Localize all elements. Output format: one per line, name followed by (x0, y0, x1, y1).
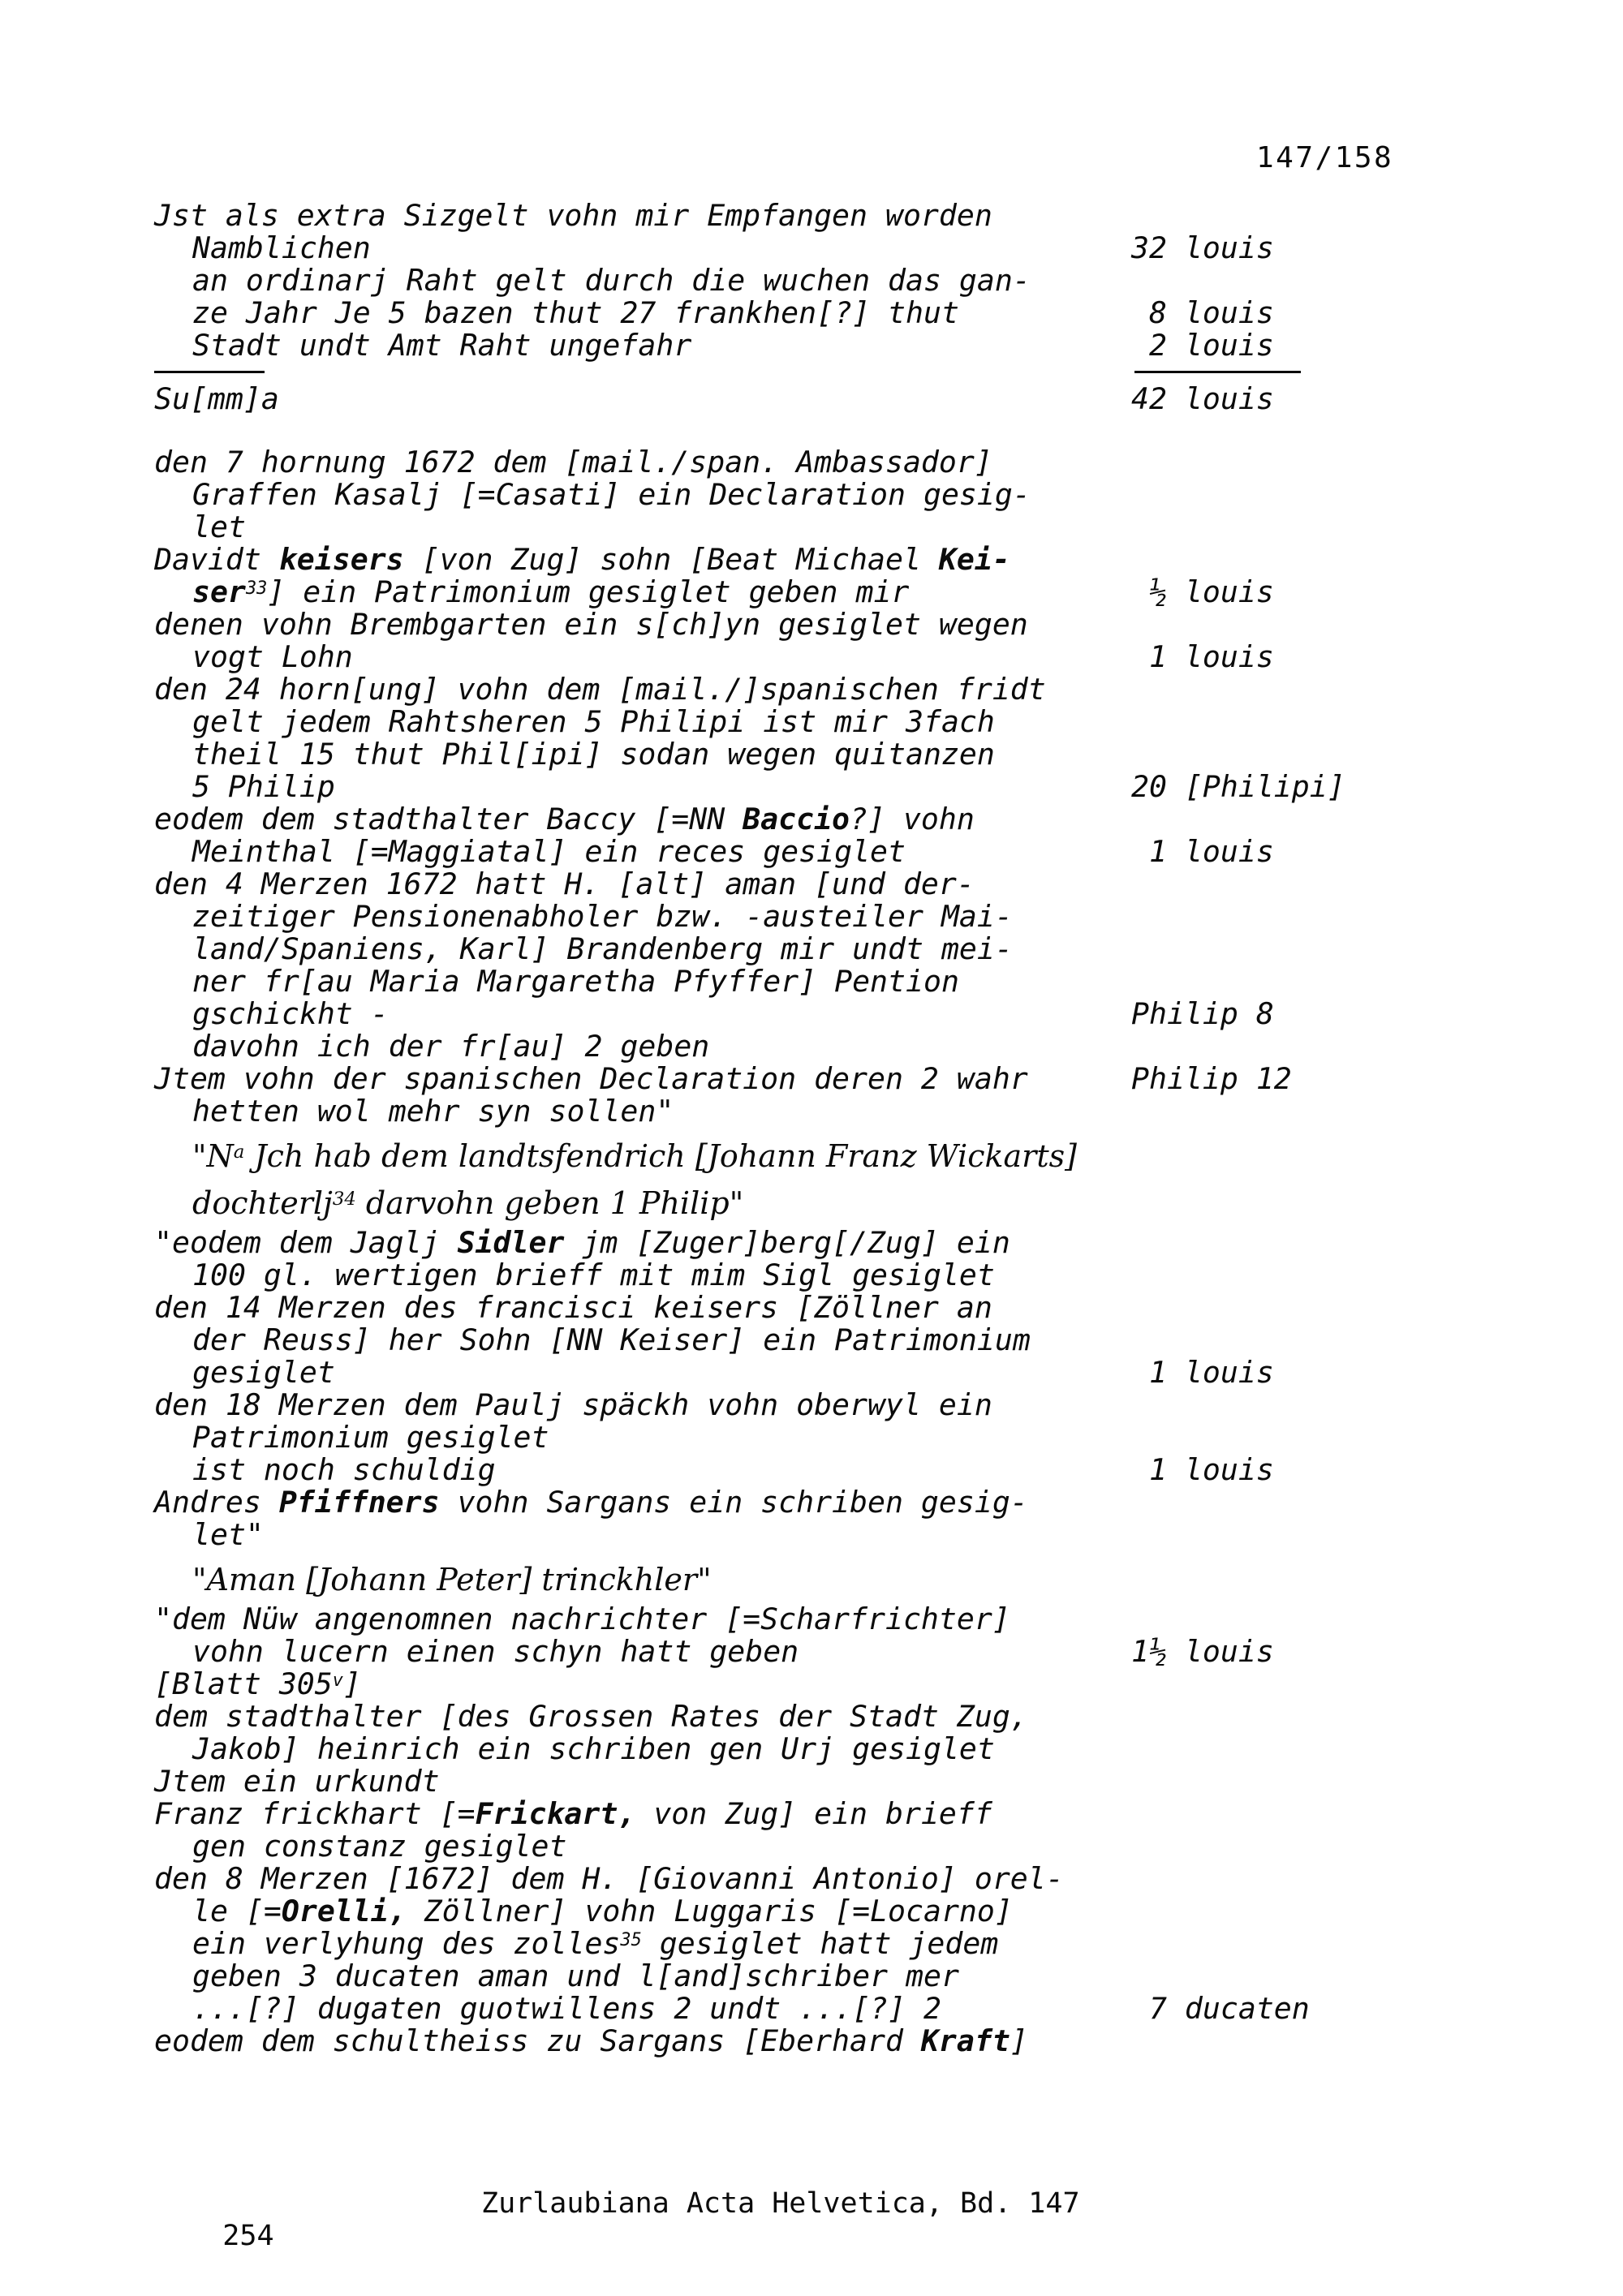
text-line (154, 1603, 1485, 1636)
text-line (154, 673, 1485, 706)
text-line (154, 1486, 1485, 1519)
line-text (192, 1562, 712, 1597)
emphasized-name: Baccio (743, 802, 850, 836)
superscript-note: 35 (620, 1929, 642, 1950)
text-segment: gesiglet (192, 1355, 335, 1390)
line-text (154, 1061, 1028, 1096)
text-line (154, 446, 1485, 479)
text-segment: Su[mm]a (154, 381, 279, 416)
text-segment: let (192, 510, 246, 544)
text-line (154, 329, 1485, 362)
text-line (154, 771, 1485, 803)
footer-page-number: 254 (222, 2220, 274, 2252)
text-segment: "dem Nüw angenomnen nachrichter [=Scharfrichter] (154, 1602, 1010, 1636)
line-text (154, 866, 975, 901)
text-segment: von Zug] ein brieff (635, 1796, 992, 1831)
line-text (154, 2023, 1028, 2058)
text-segment: vohn Sargans ein schriben gesig- (439, 1485, 1028, 1520)
text-line (154, 803, 1485, 836)
text-line (154, 383, 1485, 415)
amount-value: 1 louis (1131, 834, 1274, 869)
text-segment: Jtem vohn der spanischen Declaration deren 2 wahr (154, 1061, 1028, 1096)
text-segment: ist noch schuldig (192, 1452, 496, 1487)
amount-value: 1 louis (1131, 1355, 1274, 1390)
line-text (192, 1731, 995, 1766)
paragraph-gap (154, 415, 1485, 446)
line-text (192, 1958, 959, 1993)
text-line (154, 1830, 1485, 1863)
line-text (192, 1829, 566, 1864)
text-line (154, 1259, 1485, 1292)
text-line (154, 1421, 1485, 1454)
text-segment: ner fr[au Maria Margaretha Pfyffer] Pention (192, 964, 959, 999)
line-text (154, 1764, 440, 1799)
emphasized-name: Kraft (920, 2023, 1010, 2058)
text-line (154, 232, 1485, 264)
text-line (154, 264, 1485, 297)
sum-rule-right (1134, 371, 1301, 373)
text-segment: Jst als extra Sizgelt vohn mir Empfangen worden (154, 198, 992, 233)
text-line (154, 1798, 1485, 1830)
text-line (154, 933, 1485, 965)
emphasized-name: Frickart, (475, 1796, 636, 1831)
amount-value: 2 louis (1131, 328, 1274, 363)
superscript-note: a (233, 1142, 245, 1163)
line-text (192, 931, 1013, 966)
line-text (154, 1290, 992, 1325)
text-segment: "N (192, 1138, 234, 1174)
line-text (192, 230, 371, 265)
line-text (154, 1387, 992, 1422)
text-line (154, 1928, 1485, 1960)
text-segment: den 18 Merzen dem Paulj späckh vohn oberwyl ein (154, 1387, 992, 1422)
text-segment: gesiglet hatt jedem (641, 1926, 999, 1961)
amount-value: 20 [Philipi] (1131, 769, 1345, 804)
text-segment: hetten wol mehr syn sollen" (192, 1094, 674, 1129)
text-segment: Zöllner] vohn Luggaris [=Locarno] (406, 1894, 1013, 1928)
amount-value: Philip 8 (1131, 996, 1274, 1031)
text-segment: ?] vohn (850, 802, 975, 836)
text-line (154, 1095, 1485, 1128)
text-segment: ] (1010, 2023, 1028, 2058)
text-line (154, 200, 1485, 232)
line-text (192, 263, 1031, 298)
line-text (154, 381, 279, 416)
line-text (192, 639, 353, 674)
text-line (154, 1227, 1485, 1259)
amount-value: 1 louis (1131, 1452, 1274, 1487)
text-segment: [von Zug] sohn [Beat Michael (403, 542, 939, 577)
text-segment: den 14 Merzen des francisci keisers [Zöllner an (154, 1290, 992, 1325)
line-text (192, 1185, 743, 1221)
text-segment: Jakob] heinrich ein schriben gen Urj gesiglet (192, 1731, 995, 1766)
line-text (192, 996, 389, 1031)
emphasized-name: Orelli, (281, 1894, 407, 1928)
line-text (154, 802, 975, 836)
emphasized-name: Pfiffners (278, 1485, 440, 1520)
text-line (154, 738, 1485, 771)
line-text (192, 477, 1031, 512)
text-segment: den 7 hornung 1672 dem [mail./span. Ambassador] (154, 445, 992, 479)
text-line (154, 511, 1485, 544)
superscript-note: v (332, 1670, 343, 1691)
text-segment: Jtem ein urkundt (154, 1764, 440, 1799)
text-line-handwriting (154, 1561, 1485, 1598)
line-text (154, 1666, 361, 1701)
text-line (154, 998, 1485, 1030)
line-text (192, 1517, 264, 1552)
text-segment: theil 15 thut Phil[ipi] sodan wegen quitanzen (192, 737, 995, 772)
line-text (192, 1452, 496, 1487)
text-segment: Jch hab dem landtsfendrich [Johann Franz Wickarts] (244, 1138, 1077, 1174)
text-segment: ein verlyhung des zolles (192, 1926, 621, 1961)
amount-value: 8 louis (1131, 295, 1274, 330)
line-text (192, 1634, 799, 1669)
text-segment: vohn lucern einen schyn hatt geben (192, 1634, 799, 1669)
text-segment: gen constanz gesiglet (192, 1829, 567, 1864)
text-segment: gelt jedem Rahtsheren 5 Philipi ist mir 3fach (192, 704, 995, 739)
line-text (192, 1355, 335, 1390)
text-segment: Namblichen (192, 230, 371, 265)
amount-value: 1½ louis (1131, 1634, 1274, 1669)
text-segment: Meinthal [=Maggiatal] ein reces gesiglet (192, 834, 906, 869)
text-line (154, 641, 1485, 673)
text-line (154, 1895, 1485, 1928)
emphasized-name: Sidler (457, 1225, 565, 1260)
text-segment: Patrimonium gesiglet (192, 1420, 549, 1455)
line-text (192, 899, 1013, 934)
text-line (154, 1292, 1485, 1324)
line-text (154, 1602, 1010, 1636)
text-line (154, 1030, 1485, 1063)
text-segment: dochterlj (192, 1185, 333, 1221)
text-segment: le [= (192, 1894, 282, 1928)
amount-value: 42 louis (1131, 381, 1274, 416)
line-text (154, 445, 992, 479)
text-line (154, 965, 1485, 998)
amount-value: 7 ducaten (1131, 1991, 1310, 2026)
text-segment: land/Spaniens, Karl] Brandenberg mir undt mei- (192, 931, 1013, 966)
text-line (154, 868, 1485, 901)
text-line (154, 836, 1485, 868)
folio-number: 147/158 (1256, 141, 1394, 174)
text-segment: "eodem dem Jaglj (154, 1225, 458, 1260)
line-text (192, 737, 995, 772)
text-line-handwriting (154, 1185, 1485, 1222)
line-text (192, 510, 246, 544)
line-text (192, 295, 959, 330)
text-segment: Graffen Kasalj [=Casati] ein Declaration gesig- (192, 477, 1031, 512)
superscript-note: 33 (245, 578, 268, 599)
text-line (154, 1357, 1485, 1389)
emphasized-name: keisers (278, 542, 404, 577)
line-text (154, 198, 992, 233)
text-line (154, 1324, 1485, 1357)
amount-value: ½ louis (1131, 574, 1274, 609)
sum-rule-row (154, 362, 1485, 383)
line-text (154, 1796, 992, 1831)
text-line (154, 1389, 1485, 1421)
text-segment: den 8 Merzen [1672] dem H. [Giovanni Antonio] orel- (154, 1861, 1064, 1896)
text-segment: davohn ich der fr[au] 2 geben (192, 1029, 710, 1064)
text-segment: dem stadthalter [des Grossen Rates der Stadt Zug, (154, 1699, 1028, 1734)
text-segment: ...[?] dugaten guotwillens 2 undt ...[?] 2 (192, 1991, 941, 2026)
text-segment: vogt Lohn (192, 639, 353, 674)
text-line (154, 1668, 1485, 1701)
text-segment: ] (342, 1666, 361, 1701)
text-segment: eodem dem stadthalter Baccy [=NN (154, 802, 743, 836)
text-line (154, 1063, 1485, 1095)
text-segment: ze Jahr Je 5 bazen thut 27 frankhen[?] thut (192, 295, 959, 330)
amount-value: Philip 12 (1131, 1061, 1292, 1096)
text-segment: [Blatt 305 (154, 1666, 333, 1701)
text-line (154, 1863, 1485, 1895)
amount-value: 32 louis (1131, 230, 1274, 265)
text-segment: den 24 horn[ung] vohn dem [mail./]spanischen fridt (154, 672, 1046, 707)
footer-volume-title: Zurlaubiana Acta Helvetica, Bd. 147 (481, 2187, 1080, 2220)
text-segment: der Reuss] her Sohn [NN Keiser] ein Patrimonium (192, 1322, 1031, 1357)
emphasized-name: ser (192, 574, 246, 609)
line-text (192, 1138, 1077, 1174)
text-line (154, 544, 1485, 576)
line-text (192, 1420, 549, 1455)
superscript-note: 34 (332, 1189, 356, 1210)
text-line (154, 1765, 1485, 1798)
text-segment: Davidt (154, 542, 279, 577)
line-text (192, 1894, 1013, 1928)
text-line (154, 608, 1485, 641)
text-line (154, 901, 1485, 933)
line-text (192, 704, 995, 739)
text-line-handwriting (154, 1137, 1485, 1175)
line-text (192, 964, 959, 999)
text-segment: den 4 Merzen 1672 hatt H. [alt] aman [und der- (154, 866, 975, 901)
text-segment: darvohn geben 1 Philip" (355, 1185, 744, 1221)
text-segment: "Aman [Johann Peter] trinckhler" (192, 1562, 712, 1597)
text-segment: 5 Philip (192, 769, 335, 804)
text-line (154, 1519, 1485, 1551)
text-segment: denen vohn Brembgarten ein s[ch]yn gesiglet wegen (154, 607, 1028, 642)
text-segment: let" (192, 1517, 264, 1552)
text-segment: ] ein Patrimonium gesiglet geben mir (267, 574, 910, 609)
line-text (154, 1225, 1010, 1260)
line-text (192, 1926, 998, 1961)
text-segment: zeitiger Pensionenabholer bzw. -austeiler Mai- (192, 899, 1013, 934)
text-line (154, 1993, 1485, 2025)
line-text (154, 607, 1028, 642)
text-segment: an ordinarj Raht gelt durch die wuchen das gan- (192, 263, 1031, 298)
line-text (154, 542, 1010, 577)
line-text (192, 1094, 674, 1129)
text-segment: geben 3 ducaten aman und l[and]schriber mer (192, 1958, 959, 1993)
line-text (154, 1699, 1028, 1734)
text-segment: Stadt undt Amt Raht ungefahr (192, 328, 692, 363)
line-text (192, 834, 906, 869)
text-line (154, 1960, 1485, 1993)
text-line (154, 576, 1485, 608)
sum-rule-left (154, 371, 265, 373)
line-text (192, 1991, 941, 2026)
text-line (154, 1733, 1485, 1765)
text-line (154, 1636, 1485, 1668)
text-segment: 100 gl. wertigen brieff mit mim Sigl gesiglet (192, 1258, 995, 1292)
text-line (154, 1701, 1485, 1733)
line-text (154, 672, 1046, 707)
text-segment: eodem dem schultheiss zu Sargans [Eberhard (154, 2023, 921, 2058)
transcription-text-block (154, 200, 1485, 2057)
text-line (154, 1454, 1485, 1486)
line-text (192, 1029, 709, 1064)
text-segment: gschickht - (192, 996, 389, 1031)
text-line (154, 479, 1485, 511)
text-line (154, 297, 1485, 329)
line-text (192, 328, 691, 363)
line-text (154, 1861, 1064, 1896)
emphasized-name: Kei- (938, 542, 1010, 577)
line-text (192, 1258, 995, 1292)
text-segment: jm [Zuger]berg[/Zug] ein (564, 1225, 1010, 1260)
line-text (192, 574, 909, 609)
line-text (154, 1485, 1028, 1520)
text-segment: Andres (154, 1485, 279, 1520)
line-text (192, 769, 335, 804)
text-line (154, 2025, 1485, 2057)
page-footer (154, 2187, 1485, 2296)
amount-value: 1 louis (1131, 639, 1274, 674)
line-text (192, 1322, 1031, 1357)
text-line (154, 706, 1485, 738)
text-segment: Franz frickhart [= (154, 1796, 476, 1831)
